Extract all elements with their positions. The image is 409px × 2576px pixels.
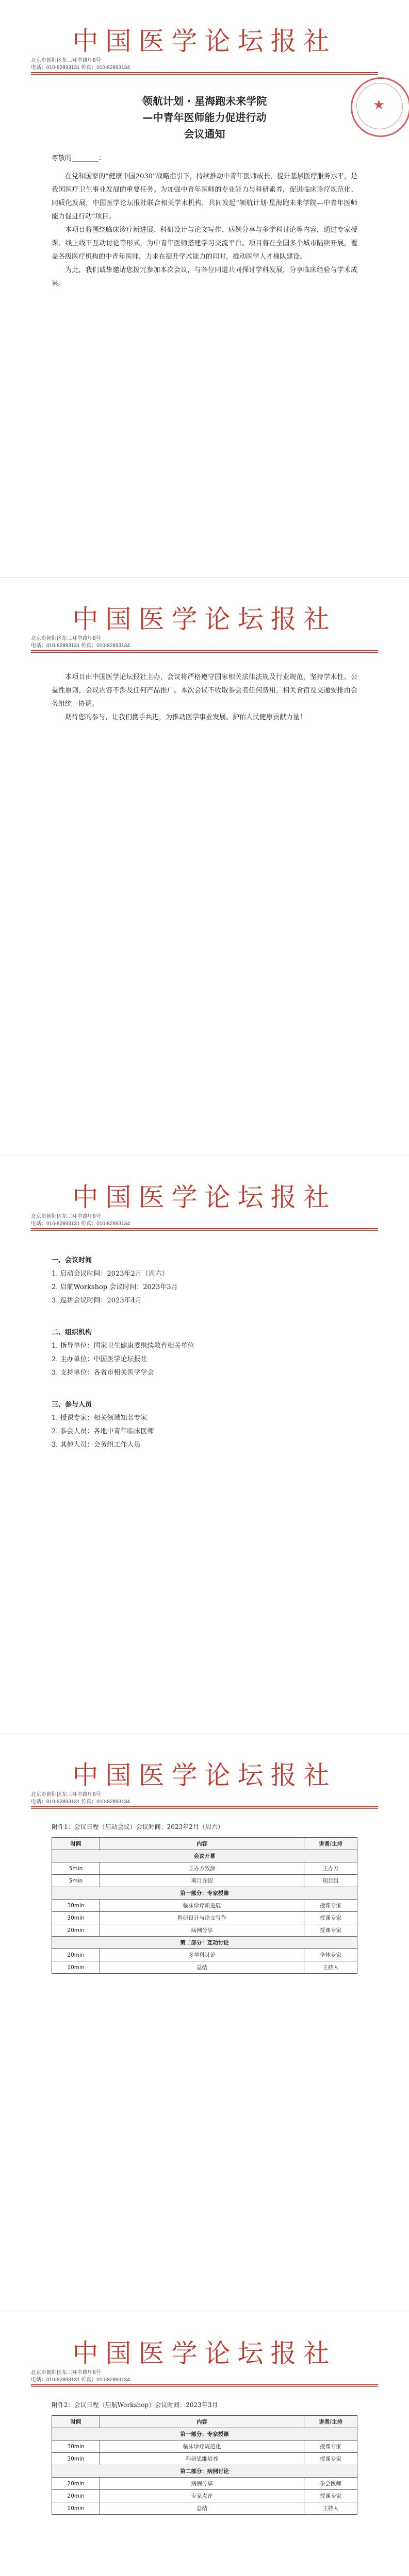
cell-time: 20min [52,2490,100,2502]
letterhead-title: 中国医学论坛报社 [72,1760,337,1790]
agenda-caption: 附件2：会议日程（启航Workshop）会议时间：2023年3月 [52,2401,218,2409]
cell-time: 10min [52,2502,100,2515]
table-row [52,1862,357,1875]
letterhead-rule-thin [31,1808,378,1809]
cell-content: 多学科讨论 [100,1949,304,1961]
cell-time: 30min [52,2441,100,2453]
letterhead-contact: 电话：010-82893131 传真：010-82893134 [31,643,130,649]
cell-content: 临床诊疗规范化 [100,2441,304,2453]
cell-content: 专家点评 [100,2490,304,2502]
section-participants [52,1398,357,1452]
letterhead-address: 北京市朝阳区东三环中路甲8号 [31,636,101,641]
letterhead-contact: 电话：010-82893131 传真：010-82893134 [31,1799,130,1805]
letterhead-rule-thin [31,1230,378,1231]
session-title: 第一部分：专家授课 [52,2428,357,2441]
cell-role: 主持人 [304,1961,357,1974]
doc-title-line2: —中青年医师能力促进行动 [142,111,267,124]
cell-role: 参会医师 [304,2478,357,2490]
letterhead-rule [31,2384,378,2385]
letterhead-rule [31,650,378,651]
table-row [52,2453,357,2465]
paragraph: 本项目将围绕临床诊疗新进展、科研设计与论文写作、病例分享与多学科讨论等内容，通过专家授课、线上线下互动讨论等形式，为中青年医师搭建学习交流平台。项目将在全国多个城市陆续开展，覆盖各级医疗机构的中青年医师，力求在提升学术能力的同时，推动医学人才梯队建设。 [52,226,357,261]
letterhead-address: 北京市朝阳区东三环中路甲8号 [31,2370,101,2376]
agenda-table [52,1837,357,1974]
table-header-row [52,1838,357,1850]
cell-time: 20min [52,1949,100,1961]
cell-content: 主办方致辞 [100,1862,304,1875]
list-item: 2. 启航Workshop 会议时间：2023年3月 [52,1283,178,1291]
seal-star-icon: ★ [373,97,385,113]
cell-time: 20min [52,1924,100,1937]
table-row [52,1912,357,1924]
table-row [52,2478,357,2490]
paragraph: 本项目由中国医学论坛报社主办，会议将严格遵守国家相关法律法规及行业规范，坚持学术性、公益性原则，会议内容不涉及任何产品推广。本次会议不收取参会者任何费用，相关食宿及交通安排由会务组统一协调。 [52,673,357,708]
cell-role: 授课专家 [304,1900,357,1912]
page-4 [0,1734,409,2312]
letterhead-rule [31,1228,378,1229]
column-header-content: 内容 [100,2416,304,2428]
letterhead-rule-thin [31,2386,378,2387]
table-header-row [52,2416,357,2428]
cell-role: 授课专家 [304,2453,357,2465]
section-organizers [52,1326,357,1380]
paragraph: 为此，我们诚挚邀请您拨冗参加本次会议，与各位同道共同探讨学科发展，分享临床经验与学术成果。 [52,266,357,287]
cell-time: 20min [52,2478,100,2490]
letterhead-address: 北京市朝阳区东三环中路甲8号 [31,1792,101,1798]
table-row [52,2441,357,2453]
session-title: 会议开幕 [52,1850,357,1862]
column-header-role: 讲者/主持 [304,1838,357,1850]
doc-title-line3: 会议通知 [184,128,225,140]
letterhead-contact: 电话：010-82893131 传真：010-82893134 [31,65,130,71]
page-3 [0,1156,409,1734]
cell-time: 5min [52,1862,100,1875]
section-meeting-times [52,1254,357,1308]
cell-content: 总结 [100,2502,304,2515]
table-row [52,1900,357,1912]
table-row [52,2502,357,2515]
table-row [52,1875,357,1887]
page-1 [0,0,409,578]
cell-role: 授课专家 [304,2441,357,2453]
session-row [52,2465,357,2478]
session-row [52,1887,357,1900]
paragraph: 期待您的参与，让我们携手共进，为推动医学事业发展、护佑人民健康贡献力量！ [65,714,307,721]
letterhead-title: 中国医学论坛报社 [72,1182,337,1212]
letterhead-address: 北京市朝阳区东三环中路甲8号 [31,58,101,63]
column-header-time: 时间 [52,1838,100,1850]
session-title: 第二部分：互动讨论 [52,1937,357,1949]
agenda-table [52,2415,357,2515]
session-row [52,2428,357,2441]
letterhead-rule-thin [31,74,378,75]
cell-content: 病例分享 [100,1924,304,1937]
agenda-caption: 附件1：会议日程（启动会议）会议时间：2023年2月（周六） [52,1823,224,1831]
list-item: 3. 巡讲会议时间：2023年4月 [52,1297,142,1304]
cell-time: 5min [52,1875,100,1887]
letterhead-contact: 电话：010-82893131 传真：010-82893134 [31,2377,130,2383]
session-row [52,1937,357,1949]
cell-role: 授课专家 [304,1912,357,1924]
column-header-content: 内容 [100,1838,304,1850]
letterhead-rule [31,72,378,73]
doc-body [52,170,357,291]
section-heading: 一、会议时间 [52,1257,92,1264]
session-row [52,1850,357,1862]
cell-role: 全体专家 [304,1949,357,1961]
cell-role: 主持人 [304,2502,357,2515]
cell-role: 项目组 [304,1875,357,1887]
session-title: 第二部分：病例讨论 [52,2465,357,2478]
letterhead-title: 中国医学论坛报社 [72,26,337,56]
session-title: 第一部分：专家授课 [52,1887,357,1900]
doc-title-line1: 领航计划 · 星海跑未来学院 [142,95,267,107]
doc-body [52,671,357,724]
list-item: 3. 其他人员：会务组工作人员 [52,1441,141,1449]
paragraph: 在党和国家的“健康中国2030”战略指引下，持续推动中青年医师成长，提升基层医疗服务水平，是我国医疗卫生事业发展的重要任务。为加强中青年医师的专业能力与科研素养，促进临床诊疗规范化、同质化发展，中国医学论坛报社联合相关学术机构，共同发起“领航计划·星海跑未来学院—中青年医师能力促进行动”项目。 [52,173,357,221]
cell-time: 10min [52,1961,100,1974]
list-item: 2. 参会人员：各地中青年临床医师 [52,1428,154,1435]
cell-role: 授课专家 [304,1924,357,1937]
cell-content: 临床诊疗新进展 [100,1900,304,1912]
cell-content: 科研思维培养 [100,2453,304,2465]
cell-time: 30min [52,1912,100,1924]
table-row [52,1924,357,1937]
column-header-time: 时间 [52,2416,100,2428]
cell-role: 授课专家 [304,2490,357,2502]
letterhead-title: 中国医学论坛报社 [72,2338,337,2368]
list-item: 1. 授课专家：相关领域知名专家 [52,1414,148,1422]
list-item: 1. 启动会议时间：2023年2月（周六） [52,1270,169,1278]
letterhead-rule [31,1806,378,1807]
letterhead-title: 中国医学论坛报社 [72,604,337,634]
red-seal-stamp [351,77,409,137]
page-2 [0,578,409,1156]
section-heading: 二、组织机构 [52,1329,92,1336]
list-item: 2. 主办单位：中国医学论坛报社 [52,1355,148,1363]
cell-content: 总结 [100,1961,304,1974]
cell-content: 科研设计与论文写作 [100,1912,304,1924]
column-header-role: 讲者/主持 [304,2416,357,2428]
cell-content: 病例分享 [100,2478,304,2490]
section-heading: 三、参与人员 [52,1401,92,1409]
table-row [52,2490,357,2502]
letterhead-rule-thin [31,652,378,653]
cell-time: 30min [52,2453,100,2465]
cell-role: 主办方 [304,1862,357,1875]
table-row [52,1949,357,1961]
list-item: 3. 支持单位：各省市相关医学学会 [52,1369,154,1377]
letterhead-address: 北京市朝阳区东三环中路甲8号 [31,1214,101,1219]
cell-content: 项目介绍 [100,1875,304,1887]
list-item: 1. 指导单位：国家卫生健康委继续教育相关单位 [52,1342,194,1350]
page-5 [0,2312,409,2576]
cell-time: 30min [52,1900,100,1912]
salutation: 尊敬的________： [52,155,106,162]
table-row [52,1961,357,1974]
letterhead-contact: 电话：010-82893131 传真：010-82893134 [31,1221,130,1227]
